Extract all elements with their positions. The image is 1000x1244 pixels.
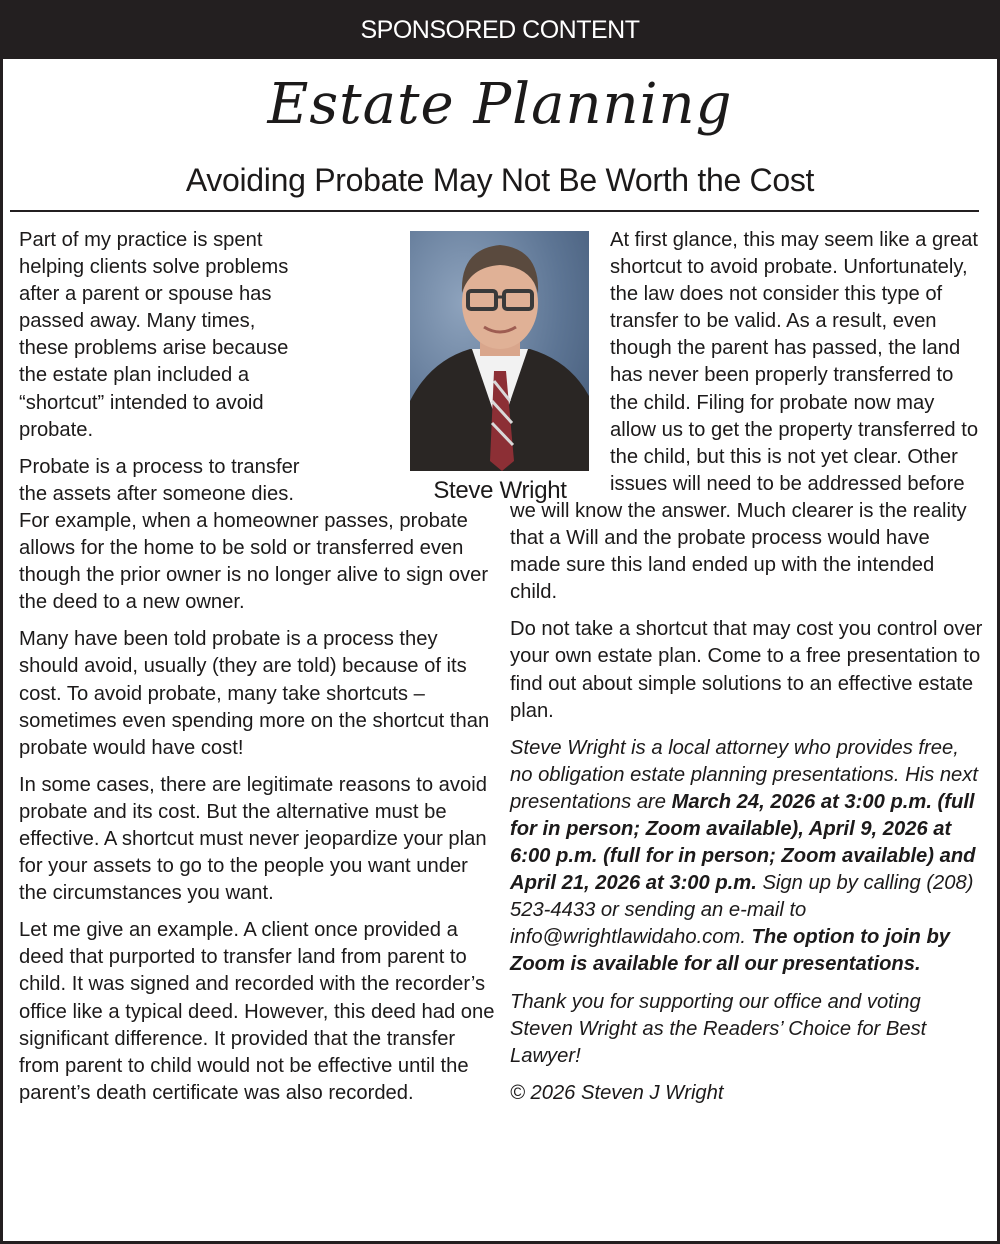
- paragraph: Do not take a shortcut that may cost you control over your own estate plan. Come to a free presentation to find out about simple solutions to an effective estate plan.: [510, 618, 983, 722]
- paragraph: Let me give an example. A client once provided a deed that purported to transfer land from parent to child. It was signed and recorded with the recorder’s office like a typical deed. However, this deed had one significant difference. It provided that the transfer from parent to child would not be effective until the parent’s death certificate was also recorded.: [19, 919, 495, 1104]
- zoom-note: The option to join by Zoom is available for all our presentations.: [510, 926, 951, 976]
- article-right-column: [510, 227, 985, 1117]
- signup-info: Sign up by calling (208) 523-4433 or sending an e-mail to info@wrightlawidaho.com.: [510, 872, 974, 949]
- paragraph: Probate is a process to transfer the assets after someone dies. For example, when a homeowner passes, probate allows for the home to be sold or transferred even though the prior owner is no longer alive to sign over the deed to a new owner.: [19, 455, 489, 614]
- page-subtitle: Avoiding Probate May Not Be Worth the Cost: [185, 162, 815, 198]
- photo-caption: Steve Wright: [433, 477, 567, 504]
- thanks-note: Thank you for supporting our office and voting Steven Wright as the Readers’ Choice for Best Lawyer!: [510, 990, 927, 1067]
- paragraph: At first glance, this may seem like a great shortcut to avoid probate. Unfortunately, the law does not consider this type of transfer to be valid. As a result, even though the parent has passed, the land has never been properly transferred to the child. Filing for probate now may allow us to get the property transferred to the child, but this is not yet clear. Other issues will need to be addressed before we will know the answer. Much clearer is the reality that a Will and the probate process would have made sure this land ended up with the intended child.: [510, 229, 979, 604]
- bio-intro: Steve Wright is a local attorney who provides free, no obligation estate planning presentations. His next presentations are: [510, 736, 978, 813]
- paragraph: Part of my practice is spent helping clients solve problems after a parent or spouse has passed away. Many times, these problems arise because the estate plan included a “shortcut” intended to avoid probate.: [19, 229, 289, 441]
- paragraph: In some cases, there are legitimate reasons to avoid probate and its cost. But the alternative must be effective. A shortcut must never jeopardize your plan for your assets to go to the people you want under the circumstances you want.: [19, 773, 487, 905]
- copyright: © 2026 Steven J Wright: [510, 1081, 724, 1104]
- photo-spacer: [510, 227, 610, 497]
- sponsored-banner: SPONSORED CONTENT: [0, 0, 1000, 59]
- divider: [10, 210, 979, 212]
- photo-spacer: [305, 227, 495, 497]
- article-left-column: [19, 227, 495, 1117]
- paragraph: Many have been told probate is a process they should avoid, usually (they are told) because of its cost. To avoid probate, many take shortcuts – sometimes even spending more on the shortcut than probate would have cost!: [19, 628, 490, 759]
- author-bio: [510, 735, 985, 979]
- presentation-dates: March 24, 2026 at 3:00 p.m. (full for in person; Zoom available), April 9, 2026 at 6:00 p.m. (full for in person; Zoom available) and April 21, 2026 at 3:00 p.m.: [510, 790, 976, 895]
- page-title: Estate Planning: [267, 72, 733, 137]
